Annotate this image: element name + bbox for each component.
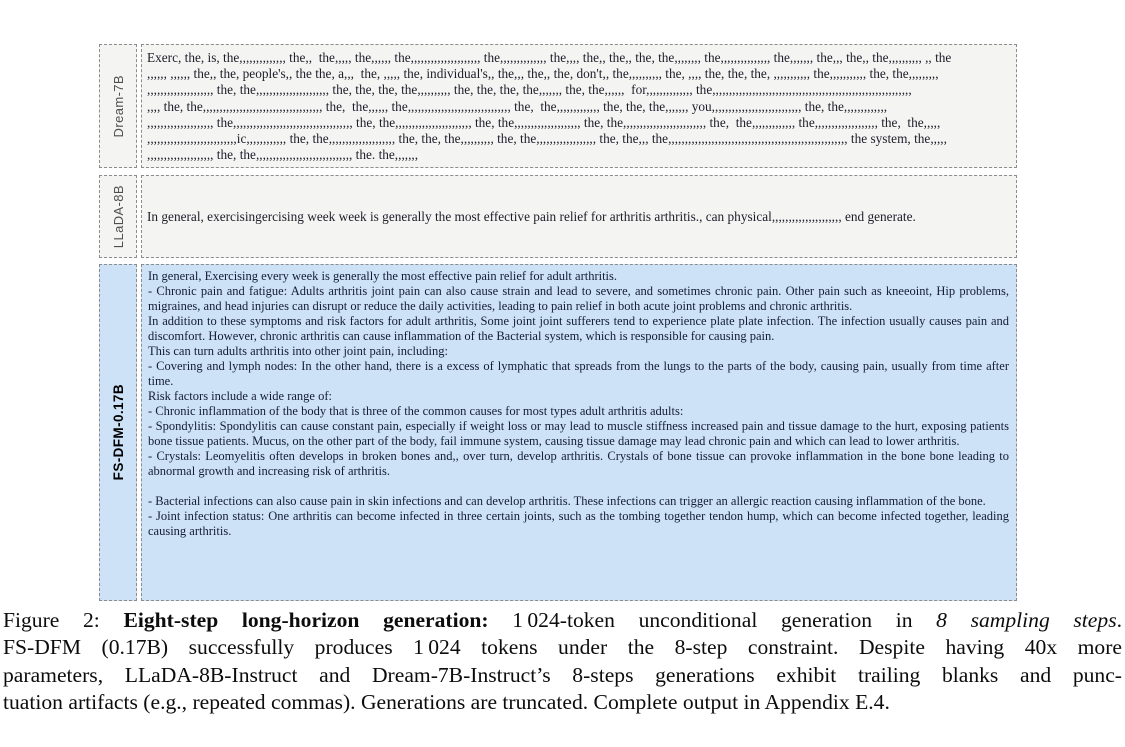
generation-line: In general, exercisingercising week week is generally the most effective pain relief for arthritis arthritis., can physical,,,,,,,,,,,,,,,,,,,,, end generate. <box>147 208 916 224</box>
caption-segment-plain: Figure 2: <box>3 608 124 632</box>
generation-line: Risk factors include a wide range of: <box>148 389 332 403</box>
generation-line: Exerc, the, is, the,,,,,,,,,,,,,, the,, the,,,,, the,,,,,, the,,,,,,,,,,,,,,,,,,,,, the,,,,,,,,,,,,,, the,,,, the,, the,, the, the,,,,,,,, the,,,,,,,,,,,,,,, the,,,,,,, the,,, the,, the,,,,,,,,,, ,, the <box>147 50 952 65</box>
generation-line: - Joint infection status: One arthritis can become infected in three certain joints, such as the tombing together tendon hump, which can become infected together, leading causing arthritis. <box>148 509 1009 538</box>
model-label-llada: LLaDA-8B <box>110 184 126 249</box>
model-label-dream: Dream-7B <box>110 74 126 138</box>
caption-segment-plain: . <box>1116 608 1122 632</box>
caption-segment-italic: 8 sampling steps <box>936 608 1117 632</box>
generation-line: - Chronic pain and fatigue: Adults arthritis joint pain can also cause strain and lead to severe, and sometimes chronic pain. Other pain such as kneeoint, Hip problems, migraines, and head injuries can disrupt or reduce the daily activities, leading to pain relief in both acute joint problems and chronic arthritis. <box>148 284 1009 313</box>
caption-segment-plain: parameters, LLaDA-8B-Instruct and Dream-7B-Instruct’s 8-steps generations exhibit trailing blanks and punc- <box>3 662 1122 687</box>
generation-line <box>148 479 1009 494</box>
model-label-box-fsdfm <box>99 264 137 601</box>
generation-line: ,,,,,,,,,,,,,,,,,,,, the, the,,,,,,,,,,,,,,,,,,,,,,,,,,,,, the. the,,,,,,, <box>147 147 419 163</box>
caption-line <box>3 634 1122 661</box>
generation-line: In general, Exercising every week is generally the most effective pain relief for adult arthritis. <box>148 269 618 283</box>
generation-line: - Chronic inflammation of the body that is three of the common causes for most types adult arthritis adults: <box>148 404 684 418</box>
generation-line: - Bacterial infections can also cause pain in skin infections and can develop arthritis. These infections can trigger an allergic reaction causing inflammation of the bone. <box>148 494 986 508</box>
caption-line <box>3 662 1122 689</box>
generation-output-fsdfm <box>141 264 1017 601</box>
generation-line: ,,,,,,,,,,,,,,,,,,,,,,,,,,,ic,,,,,,,,,,,, the, the,,,,,,,,,,,,,,,,,,,, the, the, the,,,,,,,,,, the, the,,,,,,,,,,,,,,,,,, the, the,,, the,,,,,,,,,,,,,,,,,,,,,,,,,,,,,,,,,,,,,,,,,,,,,,,,,,,,,, the system, the,,,,, <box>147 131 947 147</box>
caption-segment-plain: FS-DFM (0.17B) successfully produces 1 024 tokens under the 8-step constraint. Despite having 40x more <box>3 635 1122 660</box>
generation-output-dream <box>141 44 1017 168</box>
caption-segment-plain: tuation artifacts (e.g., repeated commas). Generations are truncated. Complete output in Appendix E.4. <box>3 690 890 715</box>
generation-line: - Covering and lymph nodes: In the other hand, there is a excess of lymphatic that spreads from the lungs to the parts of the body, causing pain, usually from time after time. <box>148 359 1009 388</box>
figure-caption <box>3 607 1122 717</box>
caption-segment-plain: 1 024-token unconditional generation in <box>488 608 937 632</box>
generation-line: In addition to these symptoms and risk factors for adult arthritis, Some joint joint sufferers tend to experience plate plate infection. The infection usually causes pain and discomfort. However, chronic arthritis can cause inflammation of the Bacterial system, which is responsible for causing pain. <box>148 314 1009 343</box>
caption-segment-bold: Eight-step long-horizon generation: <box>123 608 489 632</box>
model-label-fsdfm: FS-DFM-0.17B <box>110 384 126 481</box>
caption-line <box>3 607 1122 634</box>
generation-line: - Crystals: Leomyelitis often develops in broken bones and,, over turn, develop arthritis. Crystals of bone tissue can provoke inflammation in the bone bone leading to abnormal growth and increasing risk of arthritis. <box>148 449 1009 478</box>
generation-line: ,,,, the, the,,,,,,,,,,,,,,,,,,,,,,,,,,,,,,,,,,,, the, the,,,,,, the,,,,,,,,,,,,,,,,,,,,,,,,,,,,,,, the, the,,,,,,,,,,,,, the, the, the,,,,,,, you,,,,,,,,,,,,,,,,,,,,,,,,,,, the, the,,,,,,,,,,,,, <box>147 98 888 114</box>
generation-line: ,,,,,, ,,,,,, the,, the, people's,, the the, a,,, the, ,,,,, the, individual's,, the,,, the,, the, don't,, the,,,,,,,,,, the, ,,,, the, the, the, ,,,,,,,,,,, the,,,,,,,,,,, the, the,,,,,,,,, <box>147 66 939 82</box>
generation-line: This can turn adults arthritis into other joint pain, including: <box>148 344 448 358</box>
model-label-box-dream <box>99 44 137 168</box>
caption-line <box>3 689 1122 716</box>
generation-output-llada <box>141 175 1017 258</box>
generation-line: ,,,,,,,,,,,,,,,,,,,, the,,,,,,,,,,,,,,,,,,,,,,,,,,,,,,,,,,,, the, the,,,,,,,,,,,,,,,,,,,,,,, the, the,,,,,,,,,,,,,,,,,,,, the, the,,,,,,,,,,,,,,,,,,,,,,,,, the, the,,,,,,,,,,,,, the,,,,,,,,,,,,,,,,,,, the, the,,,,, <box>147 114 941 130</box>
model-label-box-llada <box>99 175 137 258</box>
generation-line: ,,,,,,,,,,,,,,,,,,,, the, the,,,,,,,,,,,,,,,,,,,,,, the, the, the, the,,,,,,,,,, the, the, the, the,,,,,,, the, the,,,,,, for,,,,,,,,,,,,,, the,,,,,,,,,,,,,,,,,,,,,,,,,,,,,,,,,,,,,,,,,,,,,,,,,,,,,,,,,,,, <box>147 82 912 98</box>
generation-line: - Spondylitis: Spondylitis can cause constant pain, especially if weight loss or may lead to muscle stiffness increased pain and tissue damage to the hurt, exposing patients bone tissue patients. Mucus, on the other part of the body, fail immune system, causing tissue damage may lead chronic pain and which can lead to lower arthritis. <box>148 419 1009 448</box>
